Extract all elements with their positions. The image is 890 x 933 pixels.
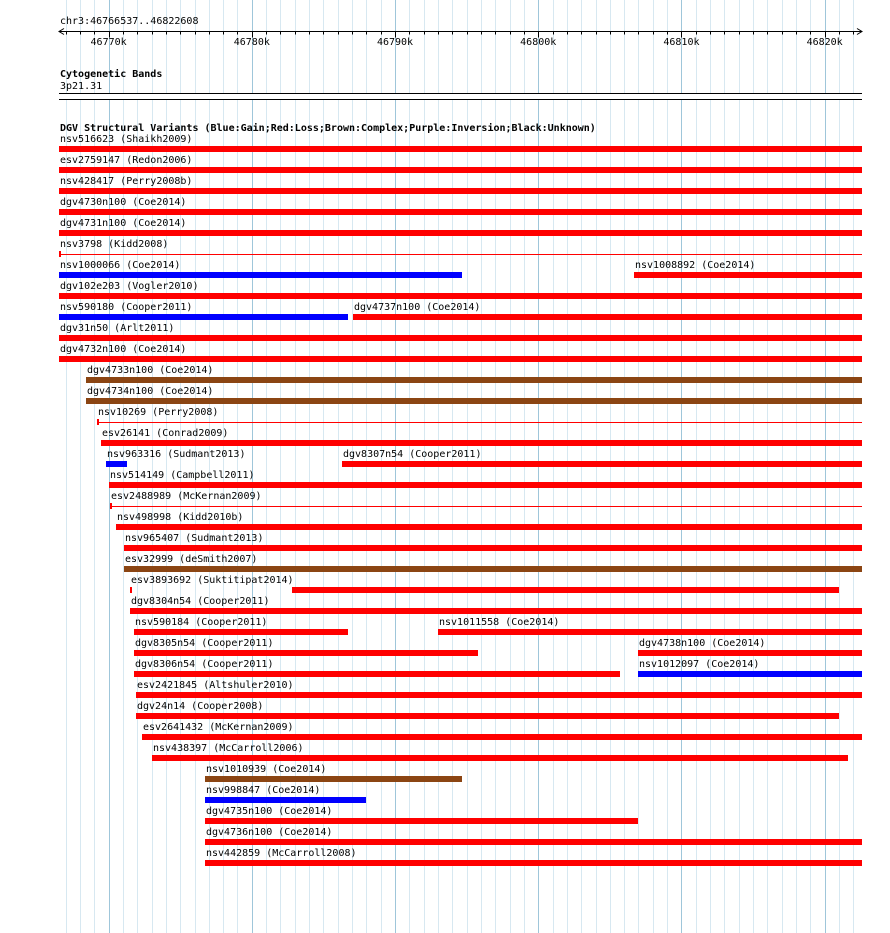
sv-feature-label: dgv4730n100 (Coe2014)	[60, 197, 187, 208]
sv-feature-bar	[634, 272, 862, 278]
sv-feature-label: nsv1010939 (Coe2014)	[206, 764, 327, 775]
ruler-tick-label: 46800k	[520, 37, 557, 48]
dgv-track-title: DGV Structural Variants (Blue:Gain;Red:Loss;Brown:Complex;Purple:Inversion;Black:Unknown)	[60, 123, 596, 134]
sv-feature[interactable]	[101, 428, 862, 448]
ruler-tick-label: 46810k	[663, 37, 700, 48]
sv-feature-bar	[59, 188, 862, 194]
sv-feature[interactable]	[59, 197, 862, 217]
sv-feature-label: nsv590184 (Cooper2011)	[135, 617, 268, 628]
sv-feature-bar	[638, 650, 862, 656]
sv-feature-label: nsv998847 (Coe2014)	[206, 785, 321, 796]
sv-feature-bar	[59, 146, 862, 152]
sv-feature-label: dgv8306n54 (Cooper2011)	[135, 659, 274, 670]
sv-feature-label: nsv428417 (Perry2008b)	[60, 176, 193, 187]
sv-feature-label: nsv1008892 (Coe2014)	[635, 260, 756, 271]
sv-feature-bar	[59, 230, 862, 236]
ruler-tick-label: 46820k	[806, 37, 843, 48]
sv-feature[interactable]	[205, 806, 638, 826]
sv-feature-label: nsv498998 (Kidd2010b)	[117, 512, 244, 523]
sv-feature[interactable]	[136, 680, 862, 700]
sv-feature[interactable]	[59, 134, 862, 154]
sv-feature[interactable]	[638, 638, 862, 658]
sv-feature[interactable]	[134, 659, 620, 679]
sv-feature-label: dgv4731n100 (Coe2014)	[60, 218, 187, 229]
sv-feature-bar	[59, 356, 862, 362]
sv-feature-label: nsv514149 (Campbell2011)	[110, 470, 255, 481]
sv-feature[interactable]	[130, 596, 862, 616]
sv-feature[interactable]	[59, 218, 862, 238]
sv-feature[interactable]	[86, 365, 862, 385]
sv-feature[interactable]	[86, 386, 862, 406]
sv-feature-label: esv26141 (Conrad2009)	[102, 428, 229, 439]
sv-feature-bar	[205, 839, 862, 845]
sv-feature-label: dgv4732n100 (Coe2014)	[60, 344, 187, 355]
sv-feature-bar	[59, 209, 862, 215]
sv-feature-label: dgv102e203 (Vogler2010)	[60, 281, 199, 292]
sv-feature-bar	[106, 461, 127, 467]
sv-feature[interactable]	[353, 302, 862, 322]
sv-feature-label: nsv963316 (Sudmant2013)	[107, 449, 246, 460]
sv-feature[interactable]	[634, 260, 862, 280]
sv-feature-label: dgv4734n100 (Coe2014)	[87, 386, 214, 397]
sv-feature[interactable]	[342, 449, 862, 469]
sv-feature-bar	[59, 335, 862, 341]
sv-feature[interactable]	[110, 491, 862, 511]
sv-feature-label: dgv4736n100 (Coe2014)	[206, 827, 333, 838]
sv-feature-bar	[86, 398, 862, 404]
sv-feature-label: dgv4735n100 (Coe2014)	[206, 806, 333, 817]
sv-feature[interactable]	[134, 617, 348, 637]
sv-feature-start-mark	[97, 419, 99, 425]
sv-feature-label: nsv3798 (Kidd2008)	[60, 239, 169, 250]
sv-feature-bar	[292, 587, 839, 593]
sv-feature-bar	[134, 650, 478, 656]
sv-feature-label: esv2488989 (McKernan2009)	[111, 491, 262, 502]
sv-feature-bar	[205, 797, 366, 803]
sv-feature-bar	[152, 755, 848, 761]
sv-feature-bar	[59, 167, 862, 173]
sv-feature-start-mark	[59, 251, 61, 257]
sv-feature-bar	[438, 629, 862, 635]
sv-feature-label: dgv4737n100 (Coe2014)	[354, 302, 481, 313]
sv-feature-label: esv2421845 (Altshuler2010)	[137, 680, 294, 691]
sv-feature-bar	[205, 776, 462, 782]
sv-feature-label: esv3893692 (Suktitipat2014)	[131, 575, 294, 586]
sv-feature-bar	[59, 272, 462, 278]
sv-feature-bar	[353, 314, 862, 320]
ruler-tick-label: 46770k	[90, 37, 127, 48]
sv-feature-label: nsv965407 (Sudmant2013)	[125, 533, 264, 544]
sv-feature-label: dgv8305n54 (Cooper2011)	[135, 638, 274, 649]
sv-feature-bar	[134, 671, 620, 677]
sv-feature-bar	[110, 506, 862, 507]
cytoband-title: Cytogenetic Bands	[60, 69, 163, 80]
sv-feature-bar	[205, 818, 638, 824]
sv-feature[interactable]	[116, 512, 862, 532]
sv-feature-bar	[109, 482, 862, 488]
sv-feature-bar	[342, 461, 862, 467]
sv-feature[interactable]	[106, 449, 246, 469]
sv-feature-label: nsv1011558 (Coe2014)	[439, 617, 560, 628]
sv-feature-bar	[124, 566, 862, 572]
sv-feature-start-mark	[110, 503, 112, 509]
sv-feature-bar	[142, 734, 862, 740]
sv-feature-bar	[136, 692, 862, 698]
sv-feature[interactable]	[205, 848, 862, 868]
sv-feature-bar	[116, 524, 862, 530]
sv-feature[interactable]	[205, 827, 862, 847]
sv-feature-label: esv2759147 (Redon2006)	[60, 155, 193, 166]
sv-feature-bar	[638, 671, 862, 677]
sv-feature-label: nsv590180 (Cooper2011)	[60, 302, 193, 313]
sv-feature[interactable]	[59, 302, 348, 322]
sv-feature-bar	[205, 860, 862, 866]
sv-feature[interactable]	[136, 701, 839, 721]
sv-feature-label: dgv31n50 (Arlt2011)	[60, 323, 175, 334]
sv-feature-bar	[97, 422, 862, 423]
ruler	[0, 26, 890, 48]
sv-feature-label: nsv1000066 (Coe2014)	[60, 260, 181, 271]
cytoband-bar[interactable]	[59, 93, 862, 100]
sv-feature-label: esv2641432 (McKernan2009)	[143, 722, 294, 733]
sv-feature[interactable]	[130, 575, 839, 595]
sv-feature-bar	[59, 293, 862, 299]
sv-feature[interactable]	[124, 554, 862, 574]
sv-feature-label: dgv4733n100 (Coe2014)	[87, 365, 214, 376]
sv-feature[interactable]	[59, 155, 862, 175]
sv-feature-label: nsv516623 (Shaikh2009)	[60, 134, 193, 145]
sv-feature-label: dgv4738n100 (Coe2014)	[639, 638, 766, 649]
sv-feature[interactable]	[438, 617, 862, 637]
sv-feature-bar	[101, 440, 862, 446]
sv-feature-bar	[59, 314, 348, 320]
sv-feature[interactable]	[142, 722, 862, 742]
sv-feature[interactable]	[152, 743, 848, 763]
sv-feature-label: nsv438397 (McCarroll2006)	[153, 743, 304, 754]
sv-feature-label: esv32999 (deSmith2007)	[125, 554, 258, 565]
sv-feature[interactable]	[638, 659, 862, 679]
sv-feature[interactable]	[124, 533, 862, 553]
sv-feature[interactable]	[59, 176, 862, 196]
sv-feature-label: dgv8304n54 (Cooper2011)	[131, 596, 270, 607]
sv-feature[interactable]	[205, 764, 462, 784]
sv-feature-bar	[130, 608, 862, 614]
ruler-location: chr3:46766537..46822608	[60, 16, 199, 27]
sv-feature-label: nsv10269 (Perry2008)	[98, 407, 219, 418]
sv-feature[interactable]	[205, 785, 366, 805]
sv-feature-bar	[134, 629, 348, 635]
sv-feature[interactable]	[59, 344, 862, 364]
sv-feature-label: nsv442859 (McCarroll2008)	[206, 848, 357, 859]
sv-feature-bar	[130, 587, 132, 593]
cytoband-label: 3p21.31	[60, 81, 103, 92]
ruler-tick-label: 46790k	[376, 37, 414, 48]
sv-feature-bar	[136, 713, 839, 719]
sv-feature-label: dgv8307n54 (Cooper2011)	[343, 449, 482, 460]
sv-feature-bar	[86, 377, 862, 383]
sv-feature[interactable]	[97, 407, 862, 427]
sv-feature-bar	[124, 545, 862, 551]
sv-feature[interactable]	[59, 260, 462, 280]
sv-feature-label: nsv1012097 (Coe2014)	[639, 659, 760, 670]
ruler-tick-label: 46780k	[233, 37, 270, 48]
sv-feature[interactable]	[109, 470, 862, 490]
sv-feature[interactable]	[59, 239, 862, 259]
sv-feature[interactable]	[134, 638, 478, 658]
sv-feature-label: dgv24n14 (Cooper2008)	[137, 701, 264, 712]
sv-feature[interactable]	[59, 323, 862, 343]
sv-feature[interactable]	[59, 281, 862, 301]
sv-feature-bar	[59, 254, 862, 255]
